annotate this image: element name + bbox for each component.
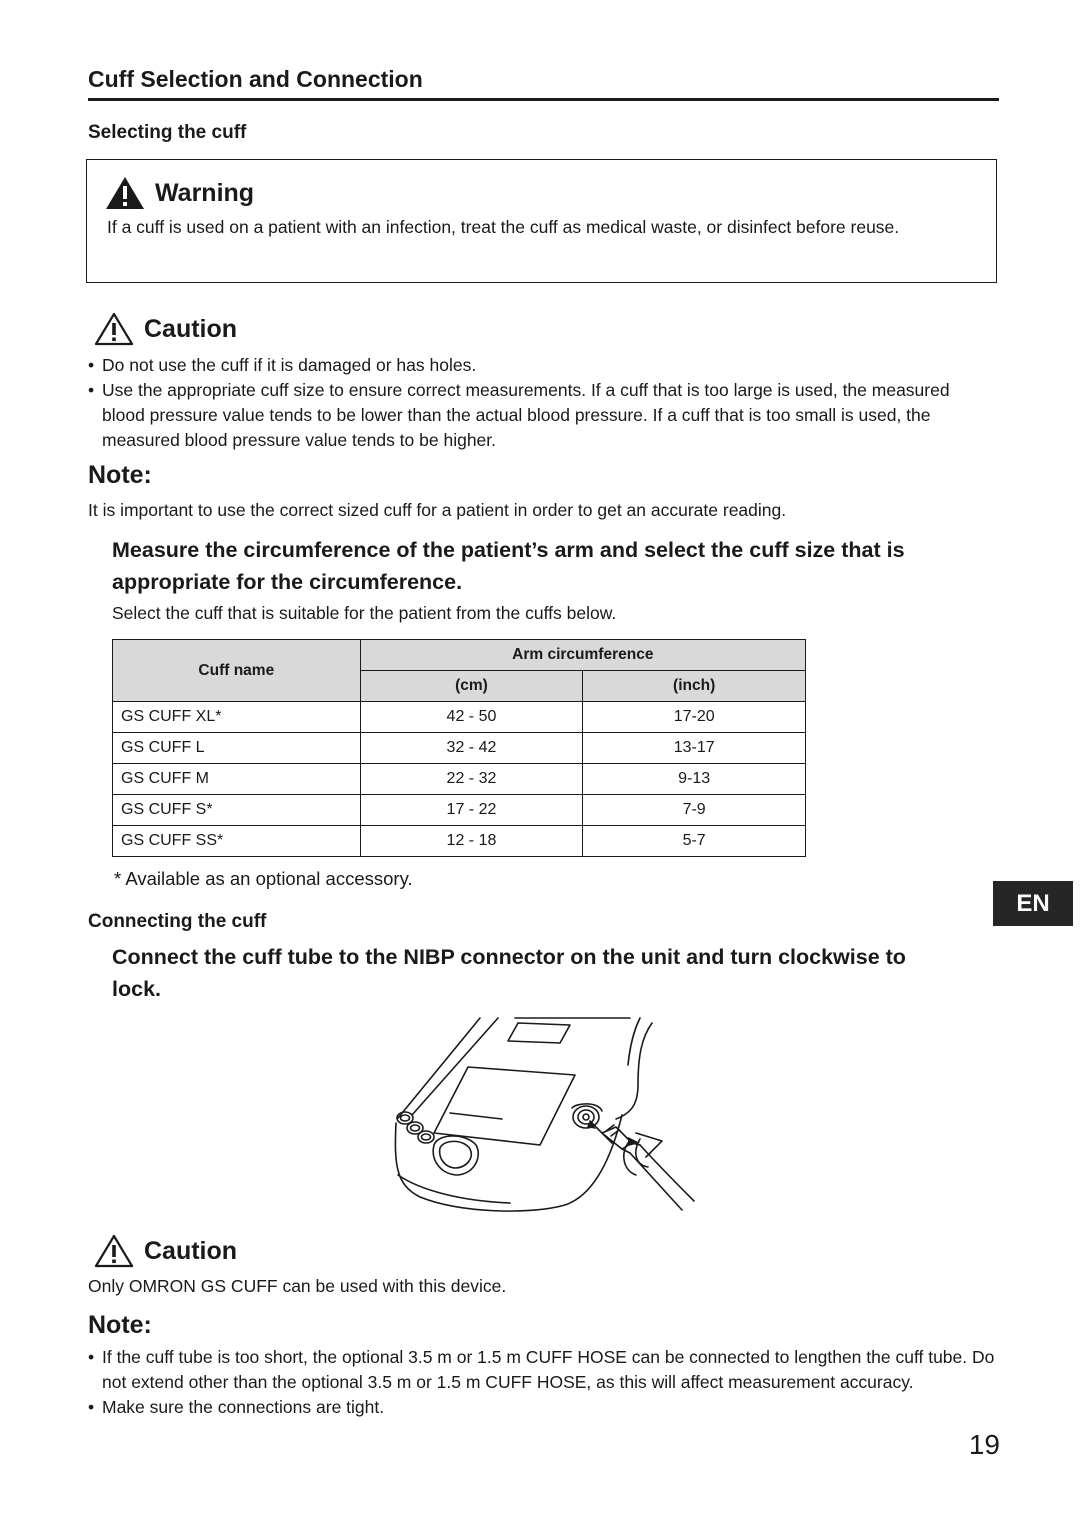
section-divider (88, 98, 999, 101)
connect-step-heading: Connect the cuff tube to the NIBP connector on the unit and turn clockwise to lock. (112, 945, 906, 1001)
table-row (113, 764, 806, 795)
note-text: It is important to use the correct sized cuff for a patient in order to get an accurate reading. (88, 500, 787, 520)
table-footnote: * Available as an optional accessory. (114, 868, 413, 889)
cuff-connection-illustration (390, 1015, 700, 1225)
inch-cell: 17-20 (583, 702, 806, 733)
col-header-cuff-name: Cuff name (113, 640, 361, 702)
note-bullet: • Make sure the connections are tight. (88, 1395, 998, 1420)
caution-header-2 (94, 1234, 237, 1268)
caution-bullet: • Use the appropriate cuff size to ensure correct measurements. If a cuff that is too large is used, the measured blood pressure value tends to be lower than the actual blood pressure. If a cuff that is too small is used, the measured blood pressure value tends to be higher. (88, 378, 993, 453)
caution-title-2: Caution (144, 1236, 238, 1265)
warning-icon (105, 176, 145, 210)
inch-cell: 13-17 (583, 733, 806, 764)
caution-bullet: • Do not use the cuff if it is damaged or has holes. (88, 353, 993, 378)
cuff-name-cell: GS CUFF S* (113, 795, 361, 826)
note-title: Note: (88, 461, 152, 489)
cm-cell: 42 - 50 (360, 702, 583, 733)
caution-icon (94, 1234, 134, 1268)
connecting-heading: Connecting the cuff (88, 911, 267, 932)
cuff-name-cell: GS CUFF SS* (113, 826, 361, 857)
caution-text-2: Only OMRON GS CUFF can be used with this device. (88, 1276, 507, 1296)
inch-cell: 5-7 (583, 826, 806, 857)
selecting-heading: Selecting the cuff (88, 122, 247, 143)
caution-icon (94, 312, 134, 346)
table-row (113, 733, 806, 764)
cuff-name-cell: GS CUFF XL* (113, 702, 361, 733)
col-header-cm: (cm) (360, 671, 583, 702)
col-header-inch: (inch) (583, 671, 806, 702)
table-row (113, 795, 806, 826)
warning-title: Warning (155, 178, 255, 207)
note-list-2 (88, 1345, 998, 1420)
cm-cell: 22 - 32 (360, 764, 583, 795)
caution-header (94, 312, 237, 346)
cuff-name-cell: GS CUFF M (113, 764, 361, 795)
page-number: 19 (968, 1429, 1000, 1460)
warning-text: If a cuff is used on a patient with an infection, treat the cuff as medical waste, or disinfect before reuse. (107, 217, 900, 237)
cm-cell: 12 - 18 (360, 826, 583, 857)
cm-cell: 32 - 42 (360, 733, 583, 764)
table-row (113, 702, 806, 733)
warning-box (86, 159, 997, 283)
cuff-name-cell: GS CUFF L (113, 733, 361, 764)
warning-header (105, 176, 254, 210)
section-title: Cuff Selection and Connection (88, 66, 423, 92)
inch-cell: 9-13 (583, 764, 806, 795)
note-bullet: • If the cuff tube is too short, the optional 3.5 m or 1.5 m CUFF HOSE can be connected to lengthen the cuff tube. Do not extend other than the optional 3.5 m or 1.5 m CUFF HOSE, as this will affect measurement accuracy. (88, 1345, 998, 1395)
language-tab: EN (993, 881, 1073, 926)
measure-step-text: Select the cuff that is suitable for the patient from the cuffs below. (112, 603, 617, 623)
col-header-arm-circumference: Arm circumference (360, 640, 805, 671)
note-title-2: Note: (88, 1311, 152, 1339)
caution-title: Caution (144, 314, 238, 343)
cuff-table (112, 639, 806, 857)
cm-cell: 17 - 22 (360, 795, 583, 826)
caution-list (88, 353, 993, 453)
measure-step-heading: Measure the circumference of the patient’s arm and select the cuff size that is appropriate for the circumference. (112, 538, 905, 594)
table-row (113, 826, 806, 857)
inch-cell: 7-9 (583, 795, 806, 826)
